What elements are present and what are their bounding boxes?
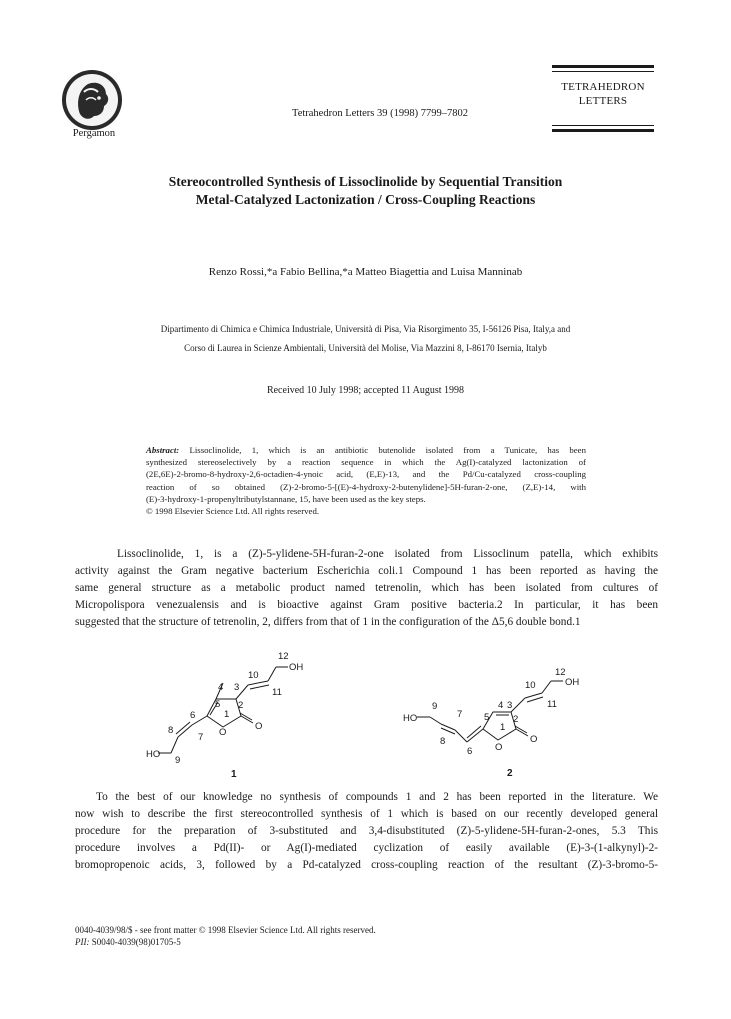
compound-1-atom-number: 12 [278,651,289,662]
pii-line [75,936,575,948]
compound-1-atom-number: 11 [272,687,282,698]
paragraph-synthesis [75,789,658,874]
paragraph-intro [75,546,658,631]
compound-1-atom-number: 4 [218,682,224,693]
compound-1-ring-oxygen: O [219,727,227,738]
header-rule-top-thin [552,71,654,72]
received-dates: Received 10 July 1998; accepted 11 August 1998 [266,385,465,396]
publisher-name: Pergamon [72,128,116,139]
compound-1-label: 1 [231,769,237,780]
compound-2-atom-number: 1 [500,722,506,733]
journal-citation: Tetrahedron Letters 39 (1998) 7799–7802 [292,108,468,119]
affiliation-line1: Dipartimento di Chimica e Chimica Industriale, Università di Pisa, Via Risorgimento 35, I-56126 Pisa, Italy,a and [160,324,571,334]
compound-2-carbonyl-oxygen: O [530,734,538,745]
compound-2-atom-number: 11 [547,699,557,710]
abstract-line: reaction of so obtained (Z)-2-bromo-5-[(E)-4-hydroxy-2-butenylidene]-5H-furan-2-one, (Z,E)-14, with [146,481,586,492]
abstract-copyright: © 1998 Elsevier Science Ltd. All rights reserved. [146,506,320,517]
abstract-label: Abstract: [146,445,180,455]
compound-1-atom-number: 3 [234,682,240,693]
body-line: Micropolispora venezualensis and is bioactive against Gram positive bacteria.2 In particular, it has been [75,599,658,611]
paper-title-line1: Stereocontrolled Synthesis of Lissoclinolide by Sequential Transition [168,174,563,189]
body-line: suggested that the structure of tetrenolin, 2, differs from that of 1 in the configuration of the Δ5,6 double bond.1 [75,616,581,628]
copyright-line: 0040-4039/98/$ - see front matter © 1998 Elsevier Science Ltd. All rights reserved. [75,925,376,935]
body-line: To the best of our knowledge no synthesis of compounds 1 and 2 has been reported in the literature. We [96,791,658,803]
header-rule-bottom-thin [552,125,654,126]
compound-2-ring-oxygen: O [495,742,503,753]
abstract-line: (E)-3-hydroxy-1-propenyltributylstannane, 15, have been used as the key steps. [146,493,426,504]
abstract [146,444,586,517]
structure-compound-2 [385,662,615,782]
paper-title [80,173,651,209]
front-matter-footer [75,924,575,948]
compound-2-oh: OH [565,677,580,688]
header-rule-bottom-thick [552,129,654,132]
compound-2-label: 2 [507,768,513,779]
compound-2-atom-number: 2 [513,714,519,725]
compound-2-atom-number: 12 [555,667,566,678]
journal-name-line2: LETTERS [578,95,628,107]
abstract-line: (2E,6E)-2-bromo-8-hydroxy-2,6-octadien-4-ynoic acid, (E,E)-13, and the Pd/Cu-catalyzed cross-coupling [146,469,586,480]
body-line: procedure involves a Pd(II)- or Ag(I)-mediated cyclization of easily available (E)-3-(1-alkynyl)-2- [75,842,658,854]
compound-2-bonds [417,681,563,742]
pii-value: S0040-4039(98)01705-5 [89,937,181,947]
compound-1-atom-number: 10 [248,670,259,681]
body-line: bromopropenoic acids, 3, followed by a Pd-catalyzed cross-coupling reaction of the resultant (Z)-3-bromo-5- [75,859,658,871]
compound-1-atom-number: 9 [175,755,181,766]
compound-2-atom-number: 4 [498,700,504,711]
abstract-line: Lissoclinolide, 1, which is an antibiotic butenolide isolated from a Tunicate, has been [179,445,586,455]
journal-name [552,80,654,108]
compound-2-atom-number: 10 [525,680,536,691]
compound-2-atom-number: 8 [440,736,446,747]
compound-1-atom-number: 7 [198,732,204,743]
pii-label: PII: [75,937,90,947]
abstract-line: synthesized stereoselectively by a reaction sequence in which the Ag(I)-catalyzed lactonization of [146,457,586,468]
author-list: Renzo Rossi,*a Fabio Bellina,*a Matteo Biagettia and Luisa Manninab [208,266,523,278]
body-line: procedure for the preparation of 3-substituted and 3,4-disubstituted (Z)-5-ylidene-5H-furan-2-ones, 5.3 This [75,825,658,837]
body-line: Lissoclinolide, 1, is a (Z)-5-ylidene-5H-furan-2-one isolated from Lissoclinum patella, which exhibits [117,548,658,560]
journal-name-line1: TETRAHEDRON [561,81,645,93]
compound-1-carbonyl-oxygen: O [255,721,263,732]
structure-compound-1 [130,645,360,780]
compound-2-atom-number: 9 [432,701,438,712]
compound-2-atom-number: 6 [467,746,473,757]
paper-title-line2: Metal-Catalyzed Lactonization / Cross-Coupling Reactions [195,192,536,207]
pergamon-logo [58,68,126,134]
compound-1-atom-number: 1 [224,709,230,720]
compound-1-atom-number: 6 [190,710,196,721]
body-line: now wish to describe the first stereocontrolled synthesis of 1 which is based on our recently developed general [75,808,658,820]
compound-1-atom-number: 8 [168,725,174,736]
compound-2-atom-number: 5 [484,712,490,723]
body-line: activity against the Gram negative bacterium Escherichia coli.1 Compound 1 has been reported as having the [75,565,658,577]
compound-1-ho: HO [146,749,161,760]
compound-1-atom-number: 5 [215,699,221,710]
compound-2-atom-number: 3 [507,700,513,711]
affiliation-line2: Corso di Laurea in Scienze Ambientali, Università del Molise, Via Mazzini 8, I-86170 Isernia, Italyb [184,343,547,353]
compound-2-ho: HO [403,713,418,724]
compound-1-oh: OH [289,662,304,673]
compound-2-atom-number: 7 [457,709,463,720]
body-line: same general structure as a metabolic product named tetrenolin, which has been isolated from cultures of [75,582,658,594]
header-rule-top-thick [552,65,654,68]
compound-1-atom-number: 2 [238,700,244,711]
compound-1-bonds [158,667,288,753]
